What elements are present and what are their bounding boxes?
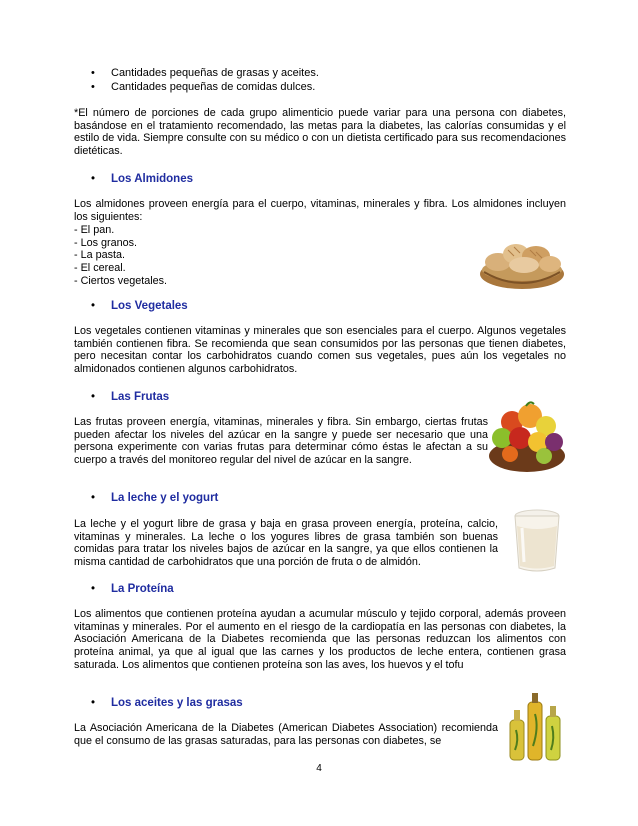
fruit-bowl-image <box>486 400 568 476</box>
heading-text: Los aceites y las grasas <box>111 697 243 709</box>
proteina-paragraph: Los alimentos que contienen proteína ayudan a acumular músculo y tejido corporal, además proveen vitaminas y minerales. Por el aumento en el riesgo de la cardiopatía en las personas con diabetes, la Asociación Americana de la Diabetes recomienda que las personas reduzcan los alimentos con proteína animal, ya que al igual que las carnes y los productos de leche entera, contienen grasa saturada. Los alimentos que contienen proteína son las aves, los huevos y el tofu <box>74 608 566 671</box>
heading-text: Los Almidones <box>111 173 193 185</box>
almidones-list <box>74 224 274 288</box>
oil-bottles-image <box>502 690 566 762</box>
bullet-dot: • <box>91 391 96 403</box>
note-paragraph: *El número de porciones de cada grupo alimenticio puede variar para una persona con diabetes, basándose en el tratamiento recomendado, las metas para la diabetes, las calorías consumidas y el estilo de vida. Siempre consulte con su médico o con un dietista certificado para sus recomendaciones dietéticas. <box>74 107 566 158</box>
bullet-dot: • <box>91 67 95 79</box>
bullet-dot: • <box>91 492 96 504</box>
heading-text: Los Vegetales <box>111 300 188 312</box>
bullet-dot: • <box>91 173 96 185</box>
heading-text: La leche y el yogurt <box>111 492 219 504</box>
page-number: 4 <box>316 763 322 774</box>
vegetales-paragraph: Los vegetales contienen vitaminas y minerales que son esenciales para el cuerpo. Algunos vegetales también contienen fibra. Se recomienda que sean consumidos por las personas que tienen diabetes, pero necesitan contar los carbohidratos cuando comen sus vegetales, pues aún los vegetales no almidonados contienen algunos carbohidratos. <box>74 325 566 376</box>
bullet-dot: • <box>91 81 95 93</box>
list-item: - Los granos. <box>74 236 138 249</box>
bullet-text: Cantidades pequeñas de comidas dulces. <box>111 81 316 93</box>
bread-basket-image <box>478 232 566 292</box>
heading-text: Las Frutas <box>111 391 170 403</box>
bullet-dot: • <box>91 697 96 709</box>
bullet-dot: • <box>91 583 96 595</box>
leche-paragraph: La leche y el yogurt libre de grasa y baja en grasa proveen energía, proteína, calcio, vitaminas y minerales. La leche o los yogures libres de grasa también son buenas comidas para tratar los niveles bajos de azúcar en la sangre, ya que ellos contienen la misma cantidad de carbohidratos que una porción de fruta o de almidón. <box>74 518 498 569</box>
milk-glass-image <box>510 508 564 574</box>
bullet-text: Cantidades pequeñas de grasas y aceites. <box>111 67 319 79</box>
list-item: - El pan. <box>74 224 115 236</box>
list-item: - El cereal. <box>74 262 126 275</box>
frutas-paragraph: Las frutas proveen energía, vitaminas, minerales y fibra. Sin embargo, ciertas frutas pueden afectar los niveles del azúcar en la sangre y puede ser necesario que una persona experimente con varias frutas para determinar cómo éstas le afectan a su cuerpo a través del monitoreo regular del nivel de azúcar en la sangre. <box>74 416 488 467</box>
almidones-intro: Los almidones proveen energía para el cuerpo, vitaminas, minerales y fibra. Los almidones incluyen los siguientes: <box>74 198 566 223</box>
bullet-dot: • <box>91 300 96 312</box>
aceites-paragraph: La Asociación Americana de la Diabetes (American Diabetes Association) recomienda que el consumo de las grasas saturadas, para las personas con diabetes, se <box>74 722 498 747</box>
list-item: - Ciertos vegetales. <box>74 274 168 287</box>
heading-text: La Proteína <box>111 583 174 595</box>
list-item: - La pasta. <box>74 249 126 262</box>
